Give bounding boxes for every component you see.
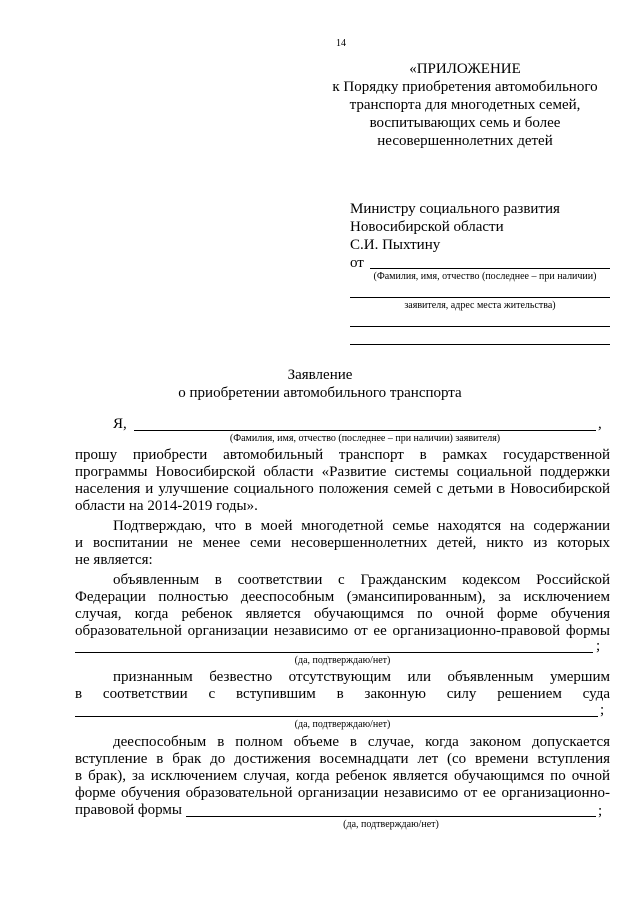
paragraph-line: области на 2014-2019 годы». — [75, 498, 258, 514]
sender-name-hint: (Фамилия, имя, отчество (последнее – при наличии) — [373, 271, 597, 282]
addressee-line: Министру социального развития — [350, 201, 560, 217]
document-subtitle: о приобретении автомобильного транспорта — [178, 385, 462, 401]
paragraph-line: Федерации полностью дееспособным (эмансипированным), за исключением — [75, 589, 610, 605]
applicant-name-hint: (Фамилия, имя, отчество (последнее – при наличии) заявителя) — [229, 433, 501, 444]
sender-name-line[interactable] — [370, 268, 610, 269]
addressee-line: С.И. Пыхтину — [350, 237, 441, 253]
answer-line-1[interactable] — [75, 652, 593, 653]
semicolon: ; — [600, 702, 605, 718]
paragraph-line: не является: — [75, 552, 153, 568]
sender-address-hint: заявителя, адрес места жительства) — [404, 300, 556, 311]
sender-address-line-2[interactable] — [350, 344, 610, 345]
answer-line-3[interactable] — [186, 816, 596, 817]
paragraph-line: объявленным в соответствии с Гражданским кодексом Российской — [113, 572, 610, 588]
paragraph-line: в соответствии с вступившим в законную силу решением суда — [75, 686, 610, 702]
answer-hint-1: (да, подтверждаю/нет) — [294, 655, 391, 666]
paragraph-line: Подтверждаю, что в моей многодетной семье находятся на содержании — [113, 518, 610, 534]
paragraph-line: дееспособным в полном объеме в случае, когда законом допускается — [113, 734, 610, 750]
paragraph-line: и воспитании не менее семи несовершеннолетних детей, никто из которых — [75, 535, 610, 551]
answer-hint-2: (да, подтверждаю/нет) — [294, 719, 391, 730]
answer-line-2[interactable] — [75, 716, 598, 717]
paragraph-line: признанным безвестно отсутствующим или объявленным умершим — [113, 669, 610, 685]
paragraph-line: в брак), за исключением случая, когда ребенок является обучающимся по очной — [75, 768, 610, 784]
paragraph-line: форме обучения образовательной организации независимо от ее организационно- — [75, 785, 610, 801]
sender-name-line-2[interactable] — [350, 297, 610, 298]
appendix-line: воспитывающих семь и более — [369, 115, 561, 131]
paragraph-line: правовой формы — [75, 802, 182, 818]
paragraph-line: вступление в брак до достижения восемнадцати лет (со времени вступления — [75, 751, 610, 767]
semicolon: ; — [598, 803, 603, 819]
appendix-line: несовершеннолетних детей — [377, 133, 553, 149]
semicolon: ; — [596, 638, 601, 654]
page-number: 14 — [336, 38, 346, 49]
comma: , — [598, 416, 602, 432]
paragraph-line: населения и улучшение социального положения семей с детьми в Новосибирской — [75, 481, 610, 497]
paragraph-line: случая, когда ребенок является обучающимся по очной форме обучения — [75, 606, 610, 622]
appendix-line: транспорта для многодетных семей, — [349, 97, 581, 113]
appendix-line: к Порядку приобретения автомобильного — [332, 79, 598, 95]
paragraph-line: образовательной организации независимо от ее организационно-правовой формы — [75, 623, 610, 639]
from-label: от — [350, 255, 364, 271]
document-title: Заявление — [287, 367, 353, 383]
applicant-name-line[interactable] — [134, 430, 596, 431]
appendix-line: «ПРИЛОЖЕНИЕ — [409, 61, 521, 77]
answer-hint-3: (да, подтверждаю/нет) — [343, 819, 439, 830]
paragraph-line: программы Новосибирской области «Развитие системы социальной поддержки — [75, 464, 610, 480]
addressee-line: Новосибирской области — [350, 219, 504, 235]
ya-label: Я, — [113, 416, 127, 432]
paragraph-line: прошу приобрести автомобильный транспорт в рамках государственной — [75, 447, 610, 463]
sender-address-line[interactable] — [350, 326, 610, 327]
